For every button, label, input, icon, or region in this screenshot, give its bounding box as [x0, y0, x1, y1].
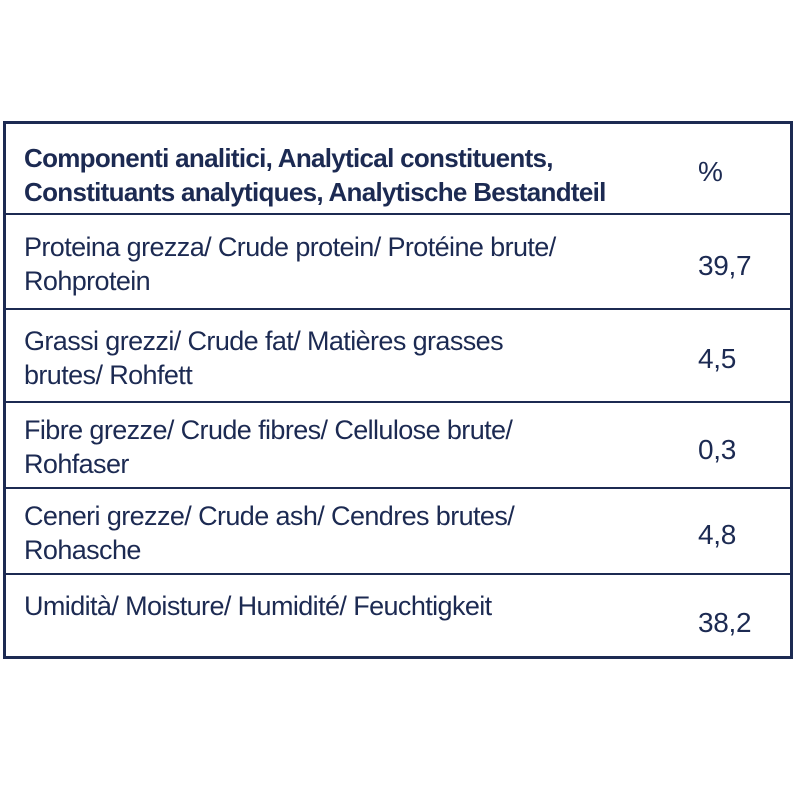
row-label-line: Umidità/ Moisture/ Humidité/ Feuchtigkeit: [24, 591, 492, 621]
row-label: [6, 310, 676, 401]
header-label-line: Componenti analitici, Analytical constituents,: [24, 143, 553, 173]
row-value: 4,8: [698, 519, 737, 550]
row-value: 38,2: [698, 606, 752, 638]
row-label: [6, 489, 676, 573]
table-row-moisture: [6, 573, 790, 656]
row-label-line: Ceneri grezze/ Crude ash/ Cendres brutes/: [24, 501, 515, 531]
header-label: [6, 124, 676, 213]
row-label-line: Grassi grezzi/ Crude fat/ Matières grasses: [24, 326, 503, 356]
analytical-constituents-table: [3, 121, 793, 659]
row-value: 39,7: [698, 249, 752, 281]
row-value: 4,5: [698, 342, 737, 374]
row-label-line: Rohprotein: [24, 266, 151, 296]
row-label: [6, 215, 676, 308]
header-unit: %: [698, 155, 723, 187]
table-header-row: [6, 124, 790, 213]
row-value: 0,3: [698, 434, 737, 465]
row-label-line: Fibre grezze/ Crude fibres/ Cellulose brute/: [24, 415, 513, 445]
row-label-line: Proteina grezza/ Crude protein/ Protéine brute/: [24, 232, 556, 262]
row-label-line: Rohasche: [24, 535, 141, 565]
row-label: [6, 575, 676, 656]
row-label-line: Rohfaser: [24, 449, 129, 479]
table-row-crude-protein: [6, 213, 790, 308]
table-row-crude-fibres: [6, 401, 790, 487]
table-row-crude-fat: [6, 308, 790, 401]
table-row-crude-ash: [6, 487, 790, 573]
row-label-line: brutes/ Rohfett: [24, 360, 193, 390]
header-label-line: Constituants analytiques, Analytische Bestandteil: [24, 177, 606, 207]
row-label: [6, 403, 676, 487]
